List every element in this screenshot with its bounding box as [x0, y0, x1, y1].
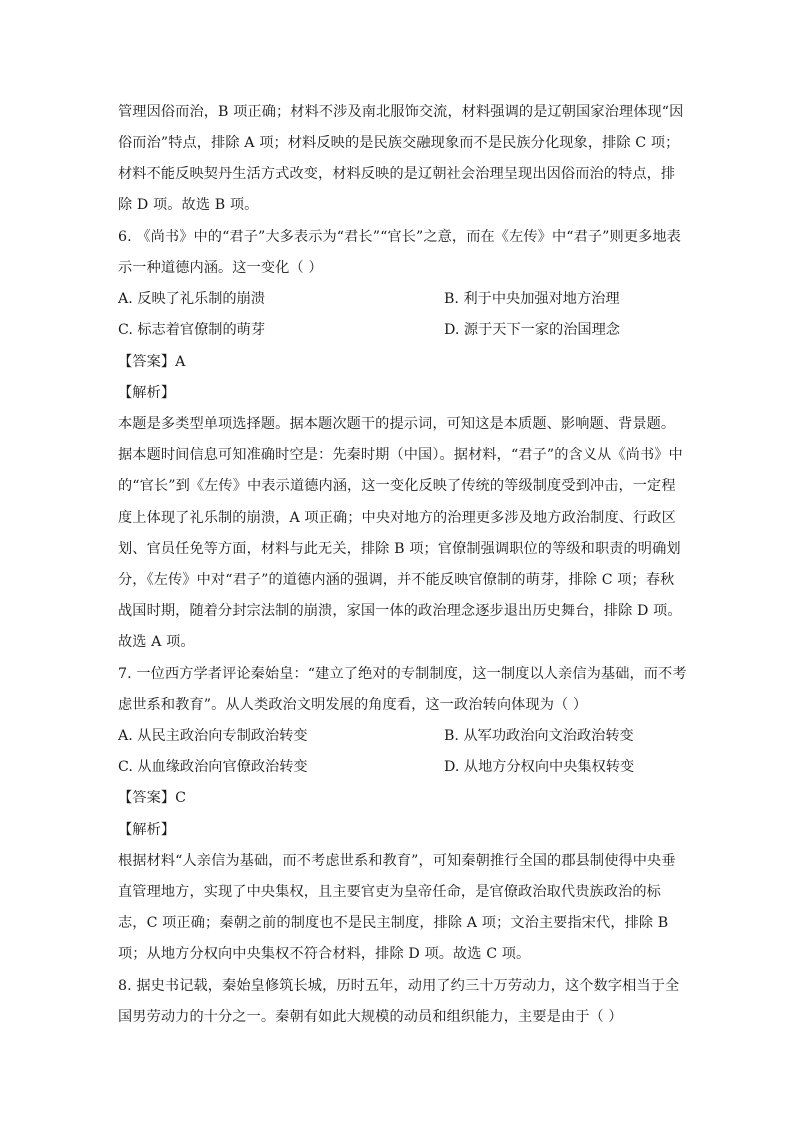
question-6-stem: 6. 《尚书》中的“君子”大多表示为“君长”“官长”之意，而在《左传》中“君子”则更多地表 — [118, 229, 681, 245]
question-8-stem: 国男劳动力的十分之一。秦朝有如此大规模的动员和组织能力，主要是由于（ ） — [118, 1009, 623, 1025]
question-7-option-a: A. 从民主政治向专制政治转变 — [118, 728, 308, 744]
question-6-analysis-line: 据本题时间信息可知准确时空是：先秦时期（中国）。据材料，“君子”的含义从《尚书》中 — [118, 447, 683, 463]
question-6-analysis-line: 战国时期，随着分封宗法制的崩溃，家国一体的政治理念逐步退出历史舞台，排除 D 项。 — [118, 603, 682, 619]
question-6-analysis-line: 的“官长”到《左传》中表示道德内涵，这一变化反映了传统的等级制度受到冲击，一定程 — [118, 478, 676, 494]
question-6-option-b: B. 利于中央加强对地方治理 — [444, 291, 620, 307]
question-7-stem: 虑世系和教育”。从人类政治文明发展的角度看，这一政治转向体现为（ ） — [118, 697, 588, 713]
question-6-analysis-line: 划、官员任免等方面，材料与此无关，排除 B 项；官僚制强调职位的等级和职责的明确划 — [118, 541, 681, 557]
question-7-analysis-label: 【解析】 — [118, 822, 176, 838]
text-line: 俗而治”特点，排除 A 项；材料反映的是民族交融现象而不是民族分化现象，排除 C 项； — [118, 135, 680, 151]
question-6-answer: 【答案】A — [118, 354, 186, 370]
text-line: 除 D 项。故选 B 项。 — [118, 197, 259, 213]
question-7-analysis-line: 直管理地方，实现了中央集权，且主要官吏为皇帝任命，是官僚政治取代贵族政治的标 — [118, 884, 661, 900]
question-6-option-d: D. 源于天下一家的治国理念 — [444, 322, 620, 338]
question-7-stem: 7. 一位西方学者评论秦始皇：“建立了绝对的专制制度，这一制度以人亲信为基础，而不考 — [118, 666, 687, 682]
question-7-answer: 【答案】C — [118, 790, 187, 806]
question-6-analysis-line: 本题是多类型单项选择题。据本题次题干的提示词，可知这是本质题、影响题、背景题。 — [118, 416, 676, 432]
question-7-option-b: B. 从军功政治向文治政治转变 — [444, 728, 634, 744]
question-6-analysis-line: 故选 A 项。 — [118, 634, 195, 650]
question-7-option-d: D. 从地方分权向中央集权转变 — [444, 759, 635, 775]
question-8-stem: 8. 据史书记载，秦始皇修筑长城，历时五年，动用了约三十万劳动力，这个数字相当于全 — [118, 978, 680, 994]
question-7-analysis-line: 项；从地方分权向中央集权不符合材料，排除 D 项。故选 C 项。 — [118, 946, 531, 962]
question-7-analysis-line: 志，C 项正确；秦朝之前的制度也不是民主制度，排除 A 项；文治主要指宋代，排除 B — [118, 915, 669, 931]
question-6-analysis-line: 分，《左传》中对“君子”的道德内涵的强调，并不能反映官僚制的萌芽，排除 C 项；春秋 — [118, 572, 675, 588]
text-line: 材料不能反映契丹生活方式改变，材料反映的是辽朝社会治理呈现出因俗而治的特点，排 — [118, 166, 676, 182]
question-6-option-a: A. 反映了礼乐制的崩溃 — [118, 291, 265, 307]
question-6-option-c: C. 标志着官僚制的萌芽 — [118, 322, 266, 338]
question-7-analysis-line: 根据材料“人亲信为基础，而不考虑世系和教育”，可知秦朝推行全国的郡县制使得中央垂 — [118, 853, 676, 869]
text-line: 管理因俗而治，B 项正确；材料不涉及南北服饰交流，材料强调的是辽朝国家治理体现“因 — [118, 104, 684, 120]
question-6-analysis-label: 【解析】 — [118, 385, 176, 401]
question-6-stem: 示一种道德内涵。这一变化（ ） — [118, 260, 323, 276]
question-6-analysis-line: 度上体现了礼乐制的崩溃，A 项正确；中央对地方的治理更多涉及地方政治制度、行政区 — [118, 510, 676, 526]
question-7-option-c: C. 从血缘政治向官僚政治转变 — [118, 759, 308, 775]
